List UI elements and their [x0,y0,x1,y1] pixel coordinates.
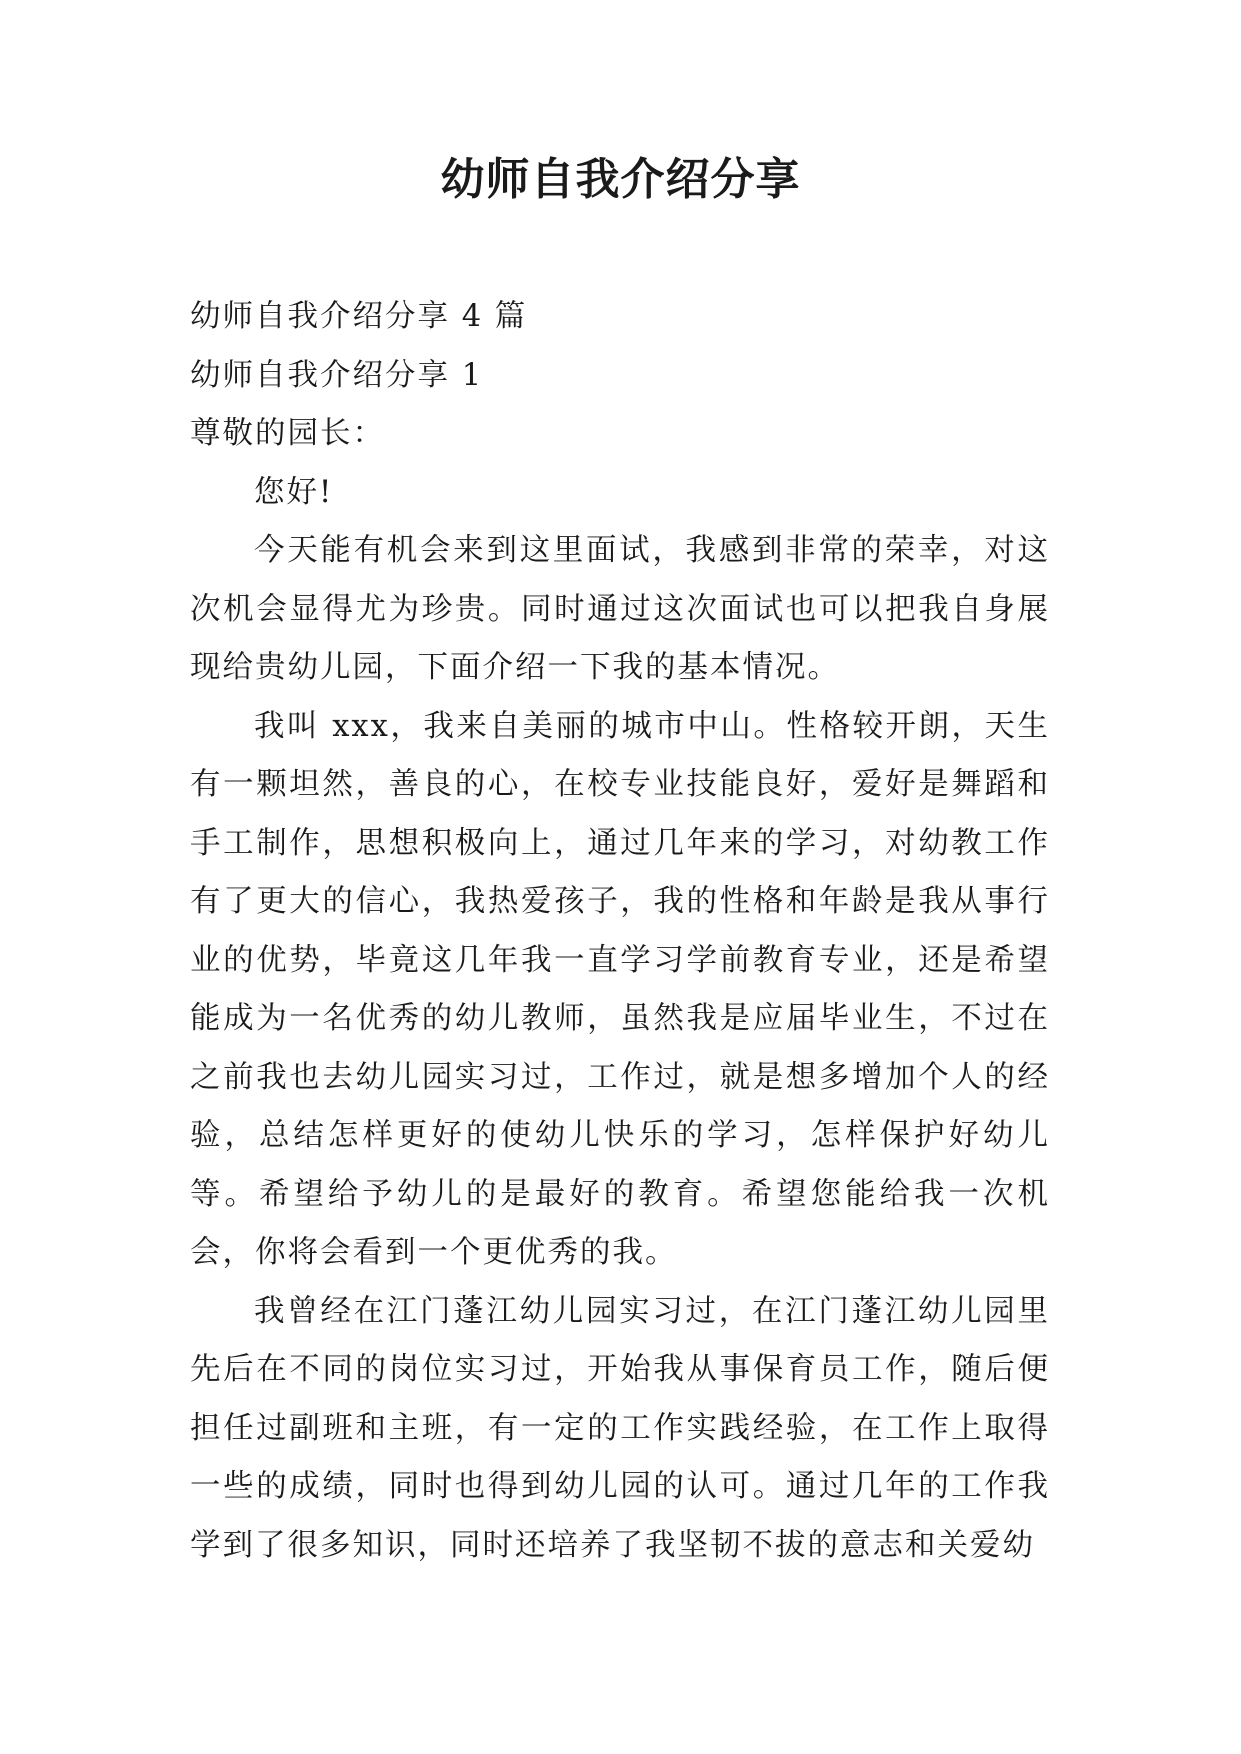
document-title: 幼师自我介绍分享 [440,154,801,205]
greeting: 您好! [254,474,334,510]
section-heading: 幼师自我介绍分享 1 [190,357,484,393]
salutation: 尊敬的园长： [190,416,385,451]
document-subtitle: 幼师自我介绍分享 4 篇 [190,299,528,334]
paragraph: 今天能有机会来到这里面试，我感到非常的荣幸，对这次机会显得尤为珍贵。同时通过这次面试也可以把我自身展现给贵幼儿园，下面介绍一下我的基本情况。 [190,533,1050,685]
paragraph: 我叫 xxx，我来自美丽的城市中山。性格较开朗，天生有一颗坦然，善良的心，在校专业技能良好，爱好是舞蹈和手工制作，思想积极向上，通过几年来的学习，对幼教工作有了更大的信心，我热爱孩子，我的性格和年龄是我从事行业的优势，毕竟这几年我一直学习学前教育专业，还是希望能成为一名优秀的幼儿教师，虽然我是应届毕业生，不过在之前我也去幼儿园实习过，工作过，就是想多增加个人的经验，总结怎样更好的使幼儿快乐的学习，怎样保护好幼儿等。希望给予幼儿的是最好的教育。希望您能给我一次机会，你将会看到一个更优秀的我。 [190,708,1050,1270]
document-body [190,288,1050,1575]
paragraph: 我曾经在江门蓬江幼儿园实习过，在江门蓬江幼儿园里先后在不同的岗位实习过，开始我从事保育员工作，随后便担任过副班和主班，有一定的工作实践经验，在工作上取得一些的成绩，同时也得到幼儿园的认可。通过几年的工作我学到了很多知识，同时还培养了我坚韧不拔的意志和关爱幼 [190,1293,1050,1563]
